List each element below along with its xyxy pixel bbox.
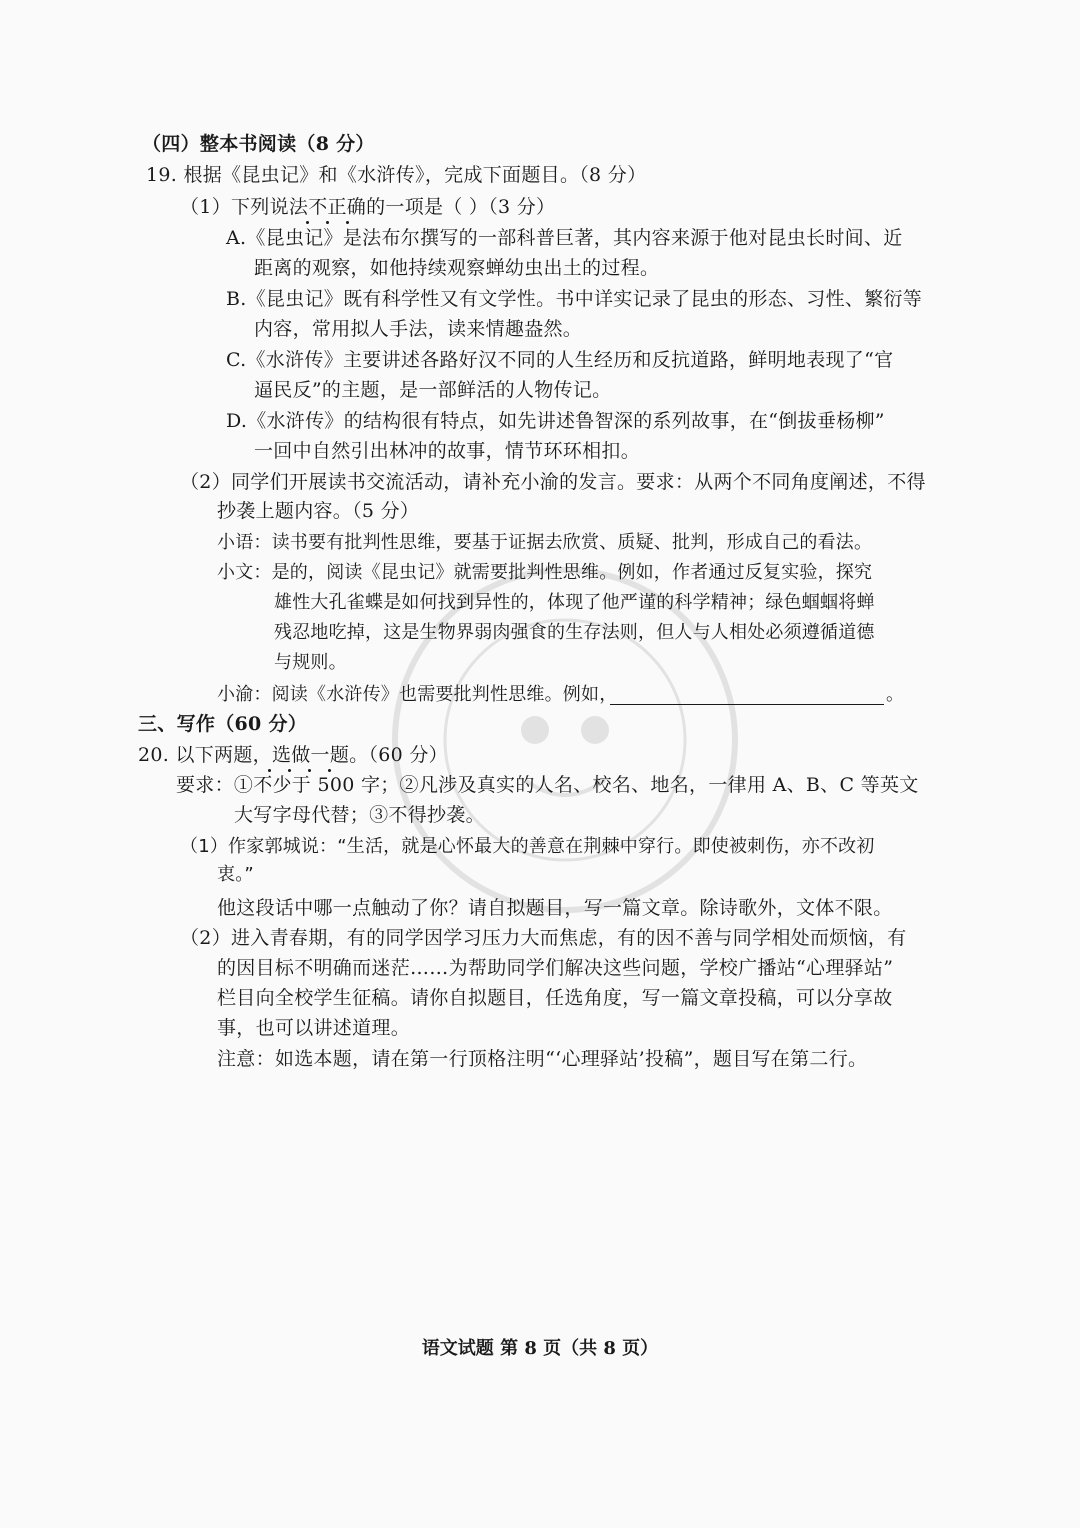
dialogue-xiaoyu: 小语：读书要有批判性思维，要基于证据去欣赏、质疑、批判，形成自己的看法。 — [217, 532, 873, 553]
q19-part1-prompt: （1）下列说法不正确的一项是（ ）（3 分） — [180, 196, 556, 218]
emphasis-dot — [326, 221, 329, 224]
option-d-line2: 一回中自然引出林冲的故事，情节环环相扣。 — [254, 440, 641, 462]
section-3-title: 三、写作（60 分） — [138, 713, 308, 735]
option-a-line1: A.《昆虫记》是法布尔撰写的一部科普巨著，其内容来源于他对昆虫长时间、近 — [226, 227, 903, 249]
emphasis-dot — [308, 769, 311, 772]
q19-part2-prompt-line2: 抄袭上题内容。（5 分） — [217, 500, 420, 522]
dialogue-xiaoyu2-end: 。 — [886, 684, 905, 705]
q20-option2-line4: 事，也可以讲述道理。 — [217, 1017, 411, 1039]
dialogue-xiaoyu2: 小渝：阅读《水浒传》也需要批判性思维。例如， — [217, 684, 618, 705]
option-d-line1: D.《水浒传》的结构很有特点，如先讲述鲁智深的系列故事，在“倒拔垂杨柳” — [226, 410, 885, 432]
q20-option2-line3: 栏目向全校学生征稿。请你自拟题目，任选角度，写一篇文章投稿，可以分享故 — [217, 987, 893, 1009]
option-b-line1: B.《昆虫记》既有科学性又有文学性。书中详实记录了昆虫的形态、习性、繁衍等 — [226, 288, 923, 310]
dialogue-xiaowen-line2: 雄性大孔雀蝶是如何找到异性的，体现了他严谨的科学精神；绿色蝈蝈将蝉 — [274, 592, 875, 613]
page-footer: 语文试题 第 8 页（共 8 页） — [421, 1338, 659, 1359]
option-a-line2: 距离的观察，如他持续观察蝉幼虫出土的过程。 — [254, 257, 660, 279]
q20-option1-line2: 衷。” — [217, 864, 254, 885]
option-b-line2: 内容，常用拟人手法，读来情趣盎然。 — [254, 318, 583, 340]
q19-part2-prompt-line1: （2）同学们开展读书交流活动，请补充小渝的发言。要求：从两个不同角度阐述，不得 — [180, 471, 926, 493]
dialogue-xiaowen-line1: 小文：是的，阅读《昆虫记》就需要批判性思维。例如，作者通过反复实验，探究 — [217, 562, 873, 583]
section-4-title: （四）整本书阅读（8 分） — [142, 133, 375, 155]
q20-option2-line1: （2）进入青春期，有的同学因学习压力大而焦虑，有的因不善与同学相处而烦恼，有 — [180, 927, 907, 949]
dialogue-xiaowen-line3: 残忍地吃掉，这是生物界弱肉强食的生存法则，但人与人相处必须遵循道德 — [274, 622, 875, 643]
emphasis-dot — [306, 221, 309, 224]
q19-stem: 19. 根据《昆虫记》和《水浒传》，完成下面题目。（8 分） — [146, 164, 647, 186]
answer-blank[interactable] — [610, 704, 884, 705]
q20-option1-line1: （1）作家郭城说：“生活，就是心怀最大的善意在荆棘中穿行。即使被刺伤，亦不改初 — [180, 836, 875, 857]
emphasis-dot — [346, 221, 349, 224]
option-c-line2: 逼民反”的主题，是一部鲜活的人物传记。 — [254, 379, 612, 401]
q20-option2-line2: 的因目标不明确而迷茫……为帮助同学们解决这些问题，学校广播站“心理驿站” — [217, 957, 894, 979]
q20-requirement-line1: 要求：①不少于 500 字；②凡涉及真实的人名、校名、地名，一律用 A、B、C 等英文 — [176, 774, 919, 796]
q20-stem: 20. 以下两题，选做一题。（60 分） — [138, 744, 448, 766]
option-c-line1: C.《水浒传》主要讲述各路好汉不同的人生经历和反抗道路，鲜明地表现了“官 — [226, 349, 894, 371]
emphasis-dot — [288, 769, 291, 772]
q20-option2-note: 注意：如选本题，请在第一行顶格注明“‘心理驿站’投稿”，题目写在第二行。 — [217, 1048, 868, 1070]
q20-requirement-line2: 大写字母代替；③不得抄袭。 — [234, 804, 485, 826]
q20-option1-line3: 他这段话中哪一点触动了你？请自拟题目，写一篇文章。除诗歌外，文体不限。 — [217, 897, 893, 919]
emphasis-dot — [268, 769, 271, 772]
emphasis-dot — [328, 769, 331, 772]
dialogue-xiaowen-line4: 与规则。 — [274, 652, 347, 673]
